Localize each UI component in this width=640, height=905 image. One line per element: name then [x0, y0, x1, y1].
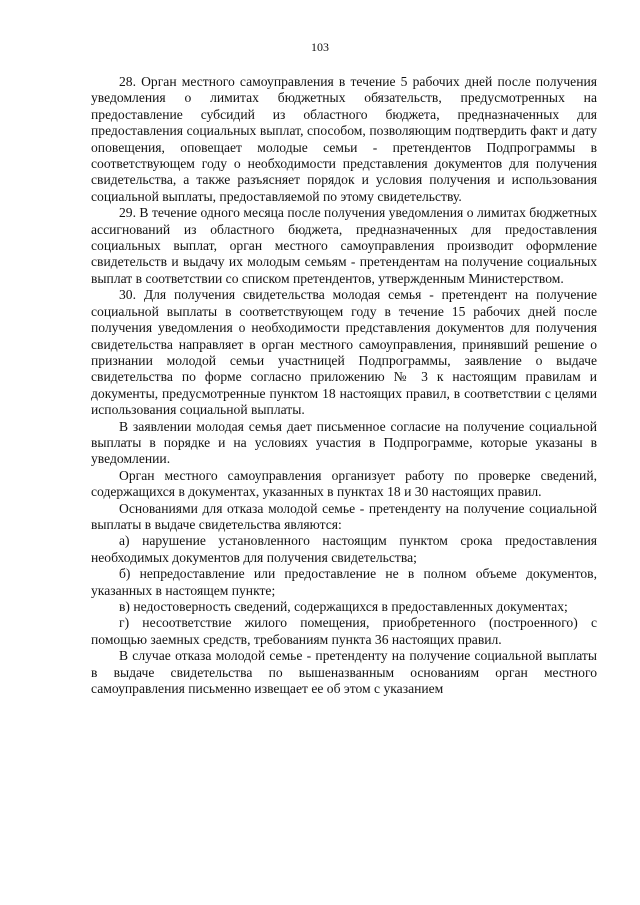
paragraph-refusal-notice: В случае отказа молодой семье - претенденту на получение социальной выплаты в выдаче свидетельства по вышеназванным основаниям орган местного самоуправления письменно извещает ее об этом с указанием: [91, 648, 597, 697]
body-text: [91, 74, 597, 697]
paragraph-30: 30. Для получения свидетельства молодая семья - претендент на получение социальной выплаты в соответствующем году в течение 15 рабочих дней после получения уведомления о необходимости представления документов для получения свидетельства направляет в орган местного самоуправления, принявший решение о признании молодой семьи участницей Подпрограммы, заявление о выдаче свидетельства по форме согласно приложению № 3 к настоящим правилам и документы, предусмотренные пунктом 18 настоящих правил, в соответствии с целями использования социальной выплаты.: [91, 287, 597, 418]
list-item-b: б) непредоставление или предоставление не в полном объеме документов, указанных в настоящем пункте;: [91, 566, 597, 598]
paragraph-verification: Орган местного самоуправления организует работу по проверке сведений, содержащихся в документах, указанных в пунктах 18 и 30 настоящих правил.: [91, 467, 597, 500]
paragraph-refusal-grounds: Основаниями для отказа молодой семье - претенденту на получение социальной выплаты в выдаче свидетельства являются:: [91, 500, 597, 532]
list-item-v: в) недостоверность сведений, содержащихся в предоставленных документах;: [119, 599, 568, 614]
paragraph-28: 28. Орган местного самоуправления в течение 5 рабочих дней после получения уведомления о лимитах бюджетных обязательств, предусмотренных на предоставление субсидий из областного бюджета, предназначенных для предоставления социальных выплат, способом, позволяющим подтвердить факт и дату оповещения, оповещает молодые семьи - претендентов Подпрограммы в соответствующем году о необходимости представления документов для получения свидетельства, а также разъясняет порядок и условия получения и использования социальной выплаты, предоставляемой по этому свидетельству.: [91, 74, 597, 204]
paragraph-29: 29. В течение одного месяца после получения уведомления о лимитах бюджетных ассигнований из областного бюджета, предназначенных для предоставления социальных выплат, орган местного самоуправления производит оформление свидетельств и выдачу их молодым семьям - претендентам на получение социальных выплат в соответствии со списком претендентов, утвержденным Министерством.: [91, 205, 597, 286]
list-item-a: а) нарушение установленного настоящим пунктом срока предоставления необходимых документов для получения свидетельства;: [91, 533, 597, 565]
page-number: 103: [311, 40, 329, 54]
paragraph-consent: В заявлении молодая семья дает письменное согласие на получение социальной выплаты в порядке и на условиях участия в Подпрограмме, которые указаны в уведомлении.: [91, 418, 597, 467]
list-item-g: г) несоответствие жилого помещения, приобретенного (построенного) с помощью заемных средств, требованиям пункта 36 настоящих правил.: [91, 615, 597, 647]
